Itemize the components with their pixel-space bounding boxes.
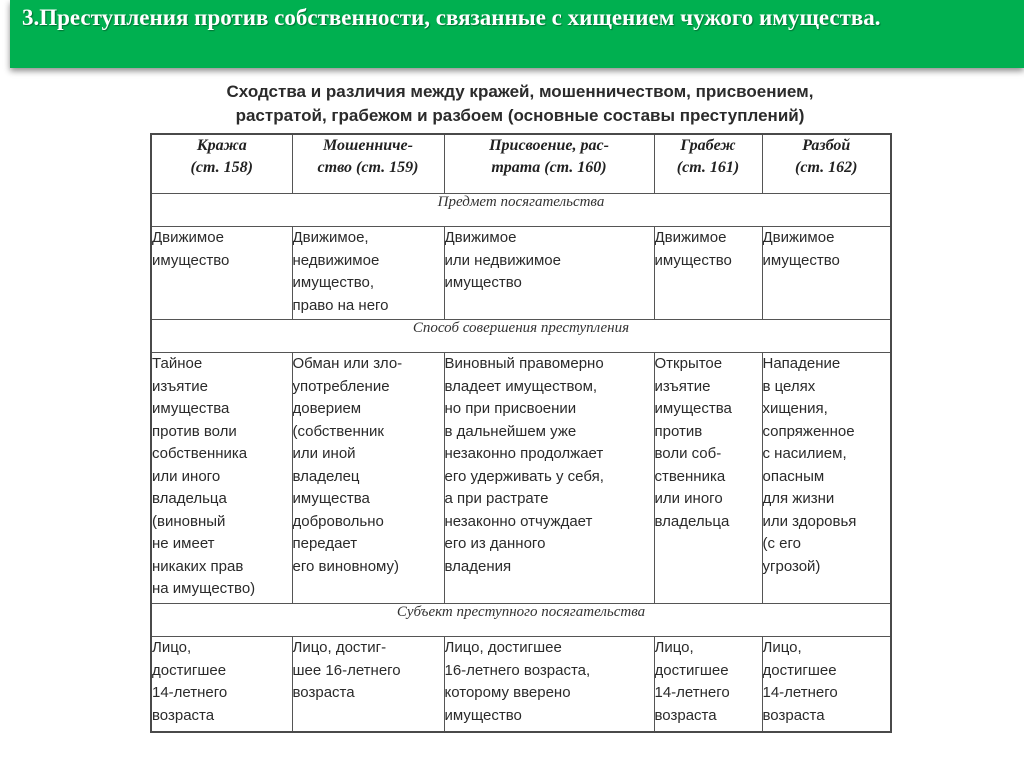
section-title: Способ совершения преступления: [151, 320, 891, 353]
section-title: Предмет посягательства: [151, 194, 891, 227]
comparison-table: [150, 133, 892, 733]
table-cell: Движимое имущество: [762, 227, 891, 320]
column-header-label: Грабеж (ст. 161): [676, 137, 740, 176]
column-header-fraud: [292, 134, 444, 194]
table-cell: Лицо, достигшее 14-летнего возраста: [762, 637, 891, 733]
table-row: [151, 227, 891, 320]
caption-line-1: Сходства и различия между кражей, мошенничеством, присвоением,: [226, 82, 814, 101]
column-header-embezzlement: [444, 134, 654, 194]
column-header-label: Разбой (ст. 162): [795, 137, 858, 176]
column-header-theft: [151, 134, 292, 194]
section-row-subject-of-encroachment: [151, 194, 891, 227]
table-cell: Лицо, достигшее 16-летнего возраста, которому вверено имущество: [444, 637, 654, 733]
table-cell: Движимое имущество: [151, 227, 292, 320]
table-cell: Лицо, достигшее 14-летнего возраста: [151, 637, 292, 733]
table-row: [151, 353, 891, 604]
table-cell: Лицо, достиг- шее 16-летнего возраста: [292, 637, 444, 733]
column-header-label: Кража (ст. 158): [190, 137, 253, 176]
caption-line-2: растратой, грабежом и разбоем (основные составы преступлений): [235, 106, 805, 125]
table-row: [151, 637, 891, 733]
table-cell: Обман или зло- употребление доверием (собственник или иной владелец имущества добровольно передает его виновному): [292, 353, 444, 604]
table-cell: Тайное изъятие имущества против воли собственника или иного владельца (виновный не имеет никаких прав на имущество): [151, 353, 292, 604]
column-header-label: Мошенниче- ство (ст. 159): [317, 137, 419, 176]
column-header-label: Присвоение, рас- трата (ст. 160): [489, 137, 609, 176]
section-row-method-of-commission: [151, 320, 891, 353]
column-header-robbery: [654, 134, 762, 194]
section-row-offender: [151, 604, 891, 637]
table-cell: Нападение в целях хищения, сопряженное с насилием, опасным для жизни или здоровья (с его угрозой): [762, 353, 891, 604]
table-cell: Открытое изъятие имущества против воли соб- ственника или иного владельца: [654, 353, 762, 604]
table-cell: Движимое, недвижимое имущество, право на него: [292, 227, 444, 320]
table-cell: Движимое имущество: [654, 227, 762, 320]
table-cell: Виновный правомерно владеет имуществом, но при присвоении в дальнейшем уже незаконно продолжает его удерживать у себя, а при растрате незаконно отчуждает его из данного владения: [444, 353, 654, 604]
slide-title: 3.Преступления против собственности, связанные с хищением чужого имущества.: [22, 5, 881, 30]
section-title: Субъект преступного посягательства: [151, 604, 891, 637]
table-header-row: [151, 134, 891, 194]
slide-header-bar: [10, 0, 1024, 68]
table-cell: Движимое или недвижимое имущество: [444, 227, 654, 320]
table-caption: [150, 80, 890, 128]
column-header-assault-robbery: [762, 134, 891, 194]
table-cell: Лицо, достигшее 14-летнего возраста: [654, 637, 762, 733]
